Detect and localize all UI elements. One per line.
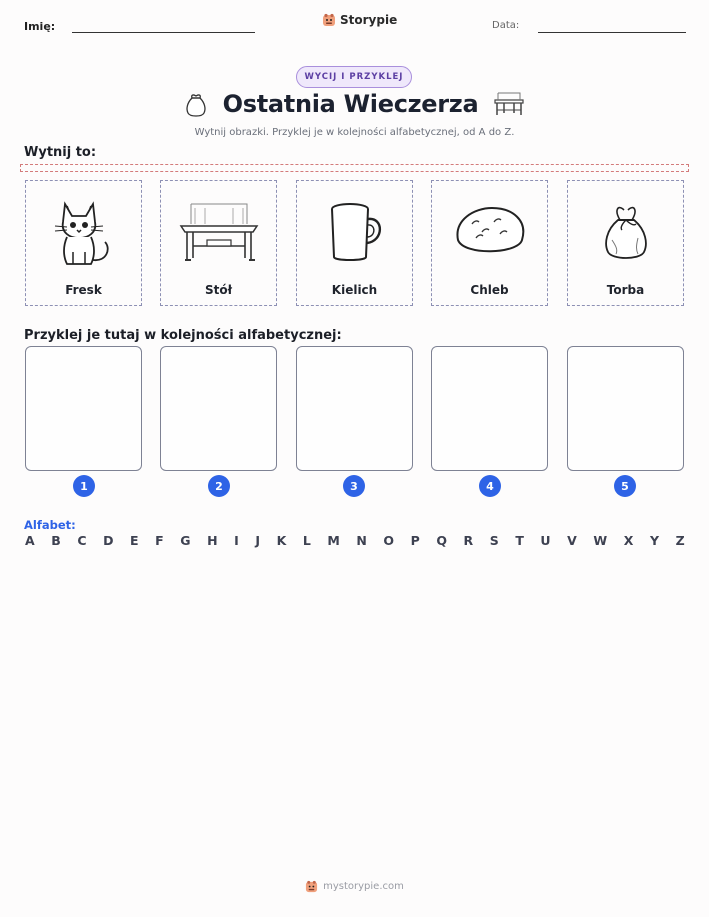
brand [322,13,397,27]
storypie-logo-icon [322,13,336,27]
cut-section-label: Wytnij to: [24,145,97,160]
paste-slot-1[interactable] [25,346,142,471]
table-icon [492,91,526,117]
card-label: Fresk [65,283,102,297]
paste-slot-5[interactable] [567,346,684,471]
page-title: Ostatnia Wieczerza [222,90,479,118]
cut-card-stol[interactable] [160,180,277,306]
paste-slot-4[interactable] [431,346,548,471]
alphabet-letter: O [383,533,395,548]
alphabet-letter: Z [675,533,685,548]
alphabet-letter: E [130,533,139,548]
alphabet-letter: D [103,533,114,548]
mug-icon [322,199,388,265]
alphabet-letter: J [255,533,260,548]
brand-name: Storypie [340,13,398,27]
slot-number: 4 [479,475,501,497]
activity-badge: WYCIJ I PRZYKLEJ [296,66,412,88]
alphabet-label: Alfabet: [24,518,76,532]
cat-icon [51,196,117,268]
alphabet-letter: V [567,533,577,548]
storypie-logo-icon [305,880,318,893]
cut-card-kielich[interactable] [296,180,413,306]
cut-card-fresk[interactable] [25,180,142,306]
card-label: Stół [204,283,233,297]
bread-icon [452,202,528,262]
alphabet-letter: S [489,533,499,548]
slot-number: 1 [73,475,95,497]
footer [0,880,709,893]
alphabet-letter: B [51,533,61,548]
card-label: Kielich [331,283,378,297]
alphabet-letter: A [25,533,35,548]
alphabet-letter: W [593,533,608,548]
bag-icon [183,90,209,118]
date-line [538,32,686,33]
slot-number: 2 [208,475,230,497]
cut-card-chleb[interactable] [431,180,548,306]
alphabet-letter: F [155,533,164,548]
alphabet-letter: C [77,533,87,548]
alphabet-letter: H [207,533,218,548]
alphabet-letter: K [276,533,287,548]
paste-slot-2[interactable] [160,346,277,471]
paste-section-label: Przyklej je tutaj w kolejności alfabetycznej: [24,328,342,343]
alphabet-letter: L [302,533,311,548]
alphabet-row [25,533,685,548]
card-label: Chleb [470,283,509,297]
alphabet-letter: M [327,533,340,548]
alphabet-letter: G [180,533,191,548]
alphabet-letter: I [234,533,239,548]
slot-number: 5 [614,475,636,497]
alphabet-letter: Q [436,533,447,548]
title-row [0,90,709,118]
bag-icon [598,200,654,264]
paste-slot-3[interactable] [296,346,413,471]
cut-card-torba[interactable] [567,180,684,306]
alphabet-letter: T [515,533,524,548]
alphabet-letter: U [540,533,551,548]
cut-line [20,164,689,172]
alphabet-letter: X [623,533,634,548]
date-label: Data: [492,20,520,31]
alphabet-letter: N [356,533,367,548]
footer-url[interactable]: mystorypie.com [323,881,404,892]
card-label: Torba [606,283,645,297]
instructions: Wytnij obrazki. Przyklej je w kolejności alfabetycznej, od A do Z. [194,127,515,138]
slot-number: 3 [343,475,365,497]
table-icon [177,200,261,264]
alphabet-letter: P [410,533,420,548]
name-line [72,32,255,33]
alphabet-letter: R [463,533,474,548]
alphabet-letter: Y [649,533,659,548]
name-label: Imię: [24,20,56,33]
